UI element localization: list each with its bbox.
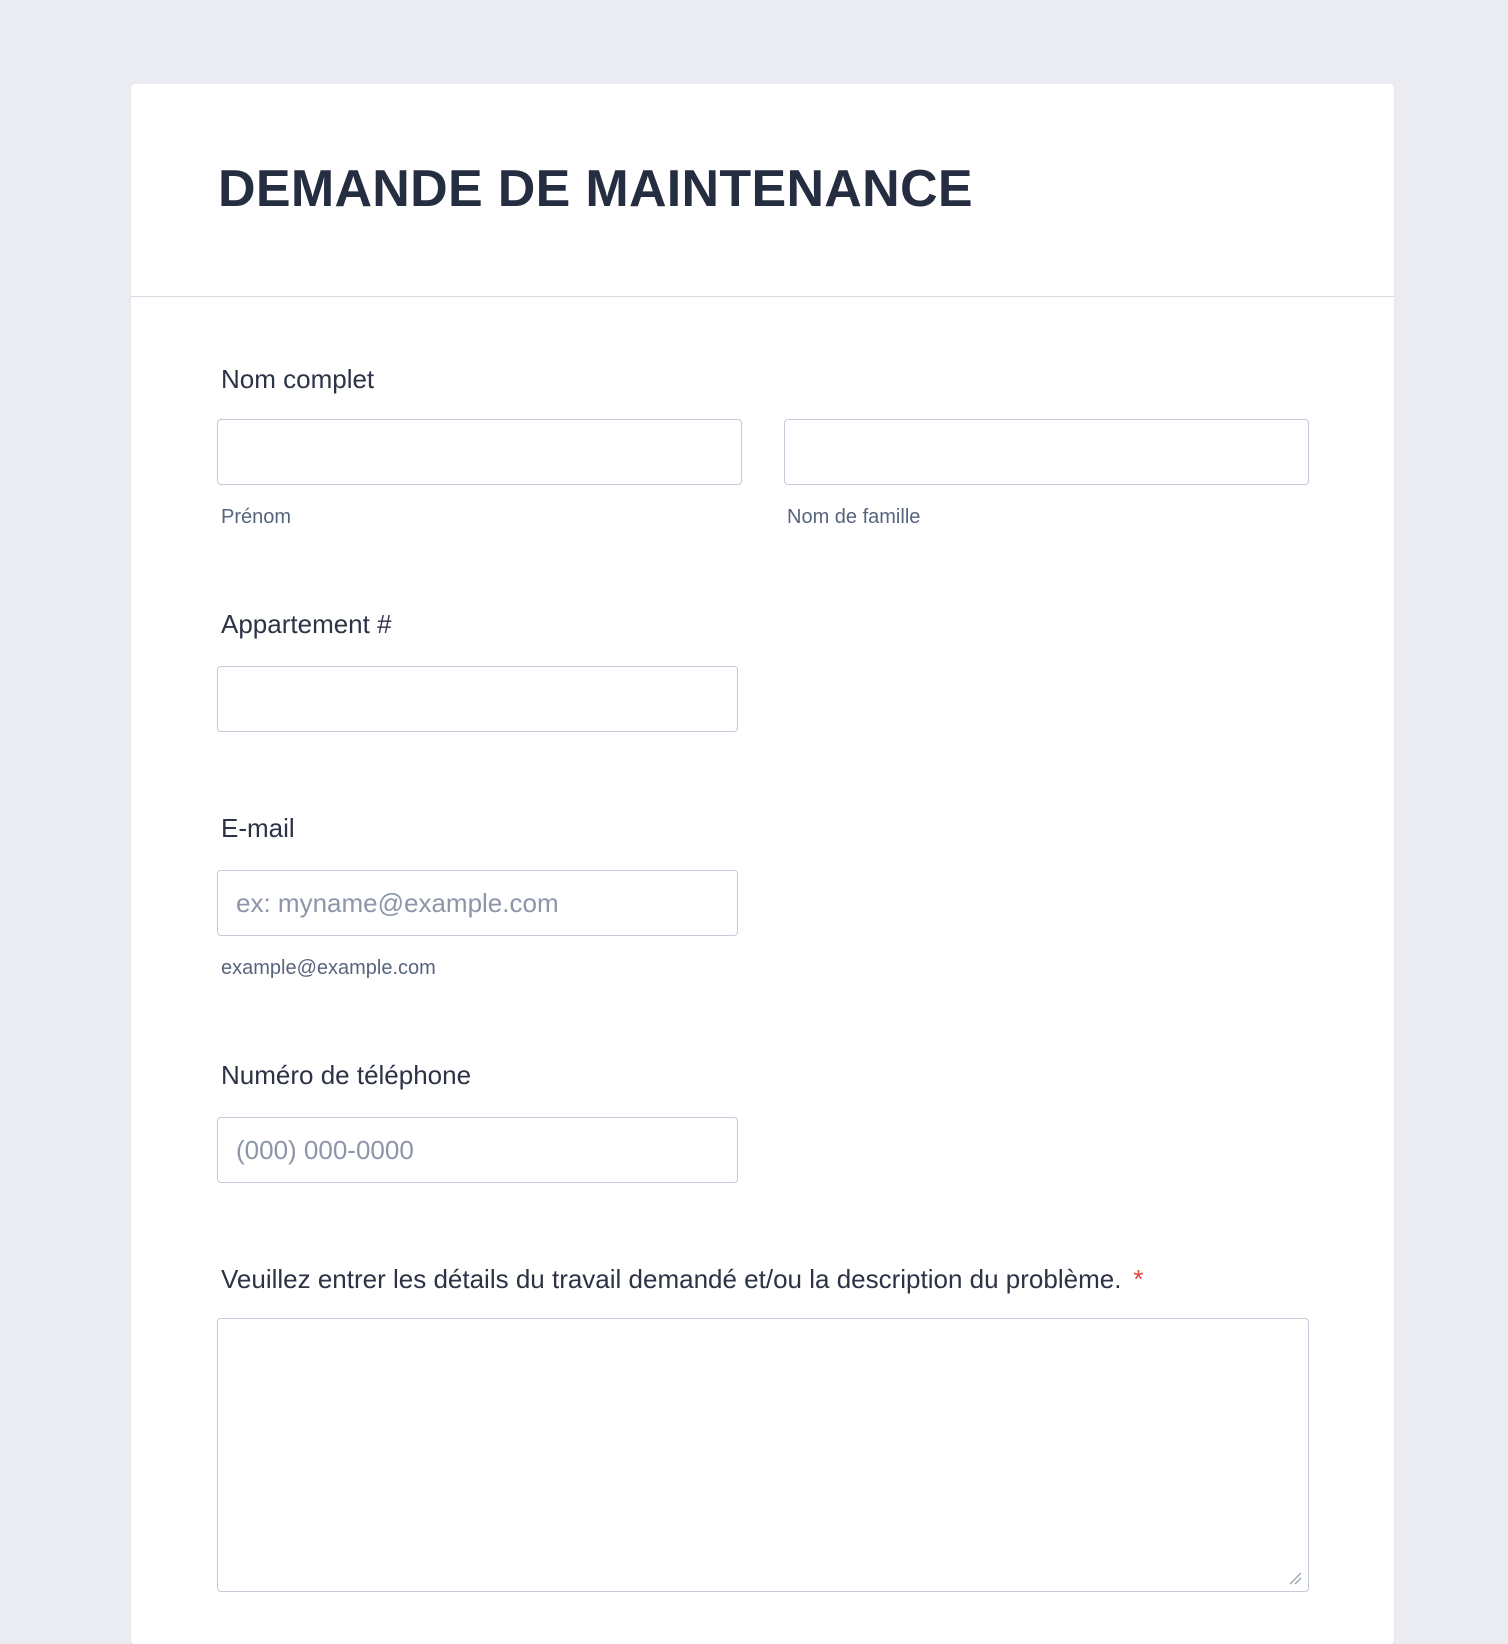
email-input[interactable] <box>217 870 738 936</box>
email-label: E-mail <box>221 813 295 843</box>
form-card <box>131 84 1394 1644</box>
required-marker: * <box>1133 1264 1144 1294</box>
details-textarea[interactable] <box>217 1318 1309 1592</box>
page-title: DEMANDE DE MAINTENANCE <box>218 160 973 218</box>
apartment-input[interactable] <box>217 666 738 732</box>
details-label-text: Veuillez entrer les détails du travail demandé et/ou la description du problème. <box>221 1264 1122 1294</box>
form-header <box>131 84 1394 297</box>
details-label <box>221 1264 1144 1295</box>
last-name-input[interactable] <box>784 419 1309 485</box>
first-name-input[interactable] <box>217 419 742 485</box>
first-name-sublabel: Prénom <box>221 506 292 528</box>
full-name-label: Nom complet <box>221 364 375 394</box>
resize-handle-icon[interactable] <box>1288 1571 1302 1585</box>
last-name-sublabel: Nom de famille <box>787 506 921 528</box>
phone-label: Numéro de téléphone <box>221 1060 472 1090</box>
email-sublabel: example@example.com <box>221 957 436 979</box>
phone-input[interactable] <box>217 1117 738 1183</box>
apartment-label: Appartement # <box>221 609 392 639</box>
